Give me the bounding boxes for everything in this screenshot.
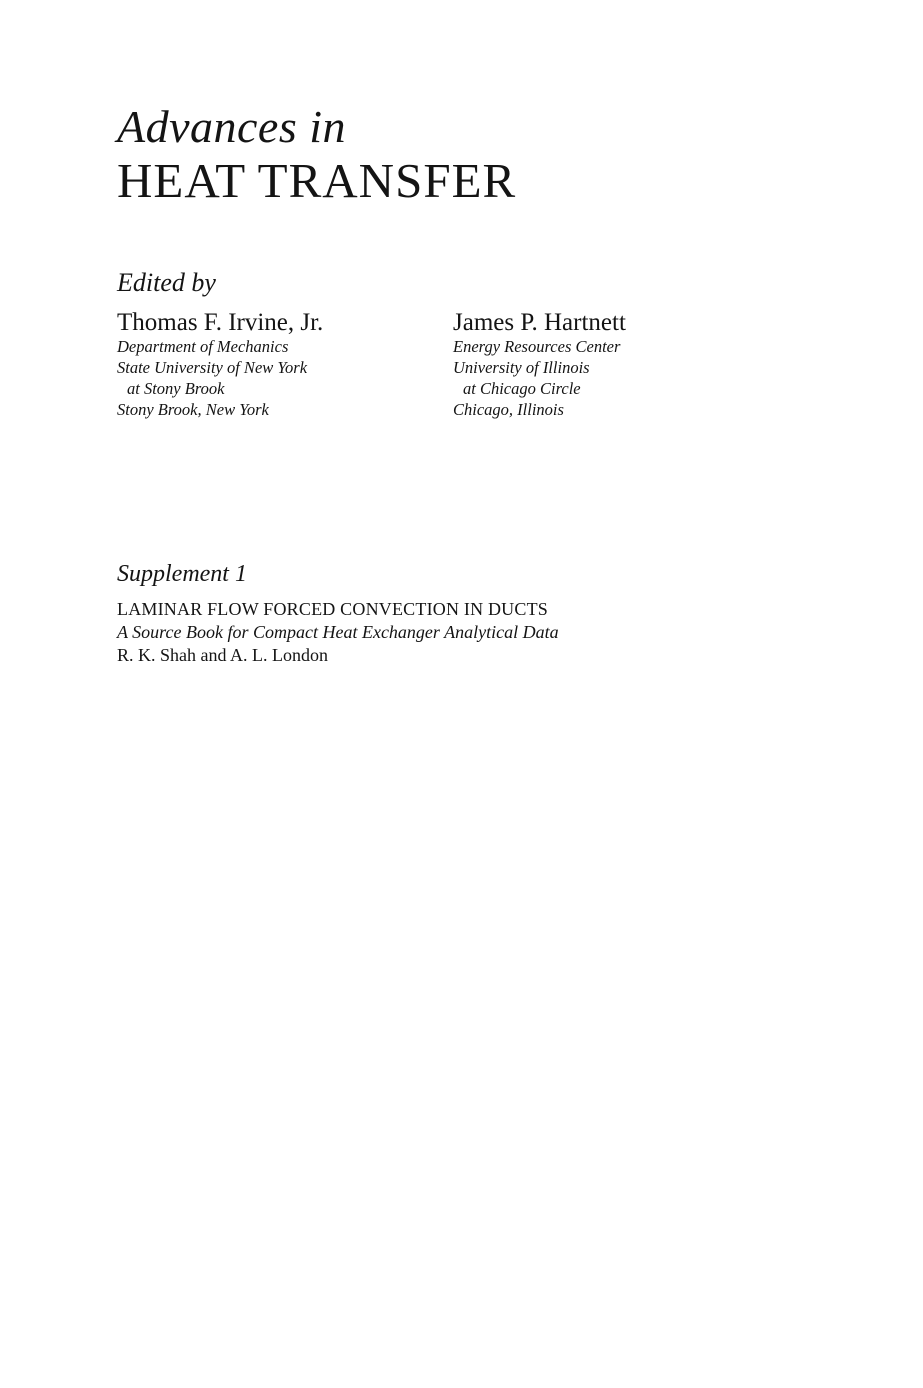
supplement-label: Supplement 1 <box>117 561 247 587</box>
series-subtitle: HEAT TRANSFER <box>117 153 517 208</box>
editor-affiliation-line: Department of Mechanics <box>117 337 289 356</box>
editor-affiliation-line: Energy Resources Center <box>453 337 621 356</box>
editor-affiliation-line: Chicago, Illinois <box>453 400 564 419</box>
editor-affiliation-line: University of Illinois <box>453 358 590 377</box>
edited-by-label: Edited by <box>117 268 216 297</box>
supplement-details <box>117 598 559 667</box>
editor-name: Thomas F. Irvine, Jr. <box>117 309 324 336</box>
editor-irvine <box>117 310 323 420</box>
editor-affiliation-line: at Stony Brook <box>127 379 225 398</box>
editor-affiliation-line: Stony Brook, New York <box>117 400 269 419</box>
editor-hartnett <box>453 310 626 420</box>
supplement-subtitle: A Source Book for Compact Heat Exchanger Analytical Data <box>117 622 559 642</box>
supplement-title: LAMINAR FLOW FORCED CONVECTION IN DUCTS <box>117 599 548 619</box>
editor-name: James P. Hartnett <box>453 309 626 336</box>
supplement-authors: R. K. Shah and A. L. London <box>117 645 328 665</box>
editor-affiliation-line: at Chicago Circle <box>463 379 581 398</box>
series-title: Advances in <box>117 101 347 152</box>
editor-affiliation-line: State University of New York <box>117 358 308 377</box>
